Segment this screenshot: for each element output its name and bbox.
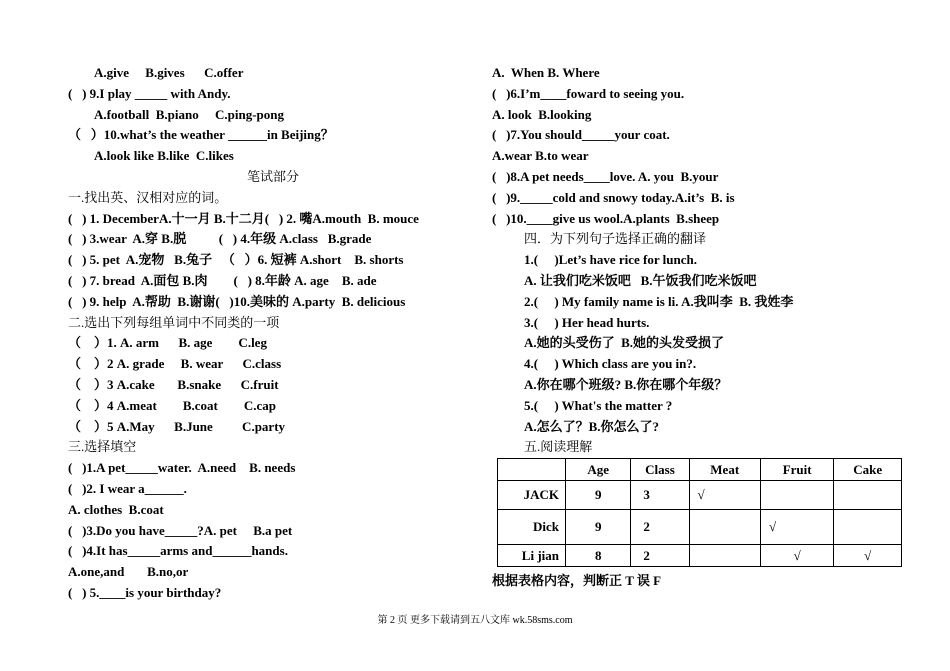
row-fruit: √ <box>760 545 833 567</box>
table-instruction: 根据表格内容，判断正 T 误 F <box>492 573 662 588</box>
text-line: 笔试部分 <box>246 168 299 184</box>
text-line: A.你在哪个班级? B.你在哪个年级？ <box>524 376 728 392</box>
text-line: 5.( ) What's the matter ? <box>524 397 673 413</box>
table-row <box>498 481 902 510</box>
text-line: A. clothes B.coat <box>68 501 164 517</box>
text-line: ( )9._____cold and snowy today.A.it’s B. is <box>492 189 735 205</box>
text-line: A. look B.looking <box>492 106 592 122</box>
text-line: ( ) 1. DecemberA.十一月 B.十二月( ) 2. 嘴A.mouth B. mouce <box>68 210 419 226</box>
text-line: 2.( ) My family name is li. A.我叫李 B. 我姓李 <box>524 293 794 309</box>
text-line: 四．为下列句子选择正确的翻译 <box>524 231 707 247</box>
row-class: 2 <box>631 545 689 567</box>
header-cell-cake: Cake <box>834 459 902 481</box>
text-line: A.她的头受伤了 B.她的头发受损了 <box>524 335 725 351</box>
row-class: 3 <box>631 481 689 510</box>
text-line: A.怎么了？B.你怎么了? <box>524 418 660 434</box>
text-line: 三.选择填空 <box>68 439 137 455</box>
row-cake <box>834 481 902 510</box>
text-line: 五.阅读理解 <box>524 439 593 455</box>
text-line: A.wear B.to wear <box>492 148 589 164</box>
row-age: 9 <box>566 481 631 510</box>
row-class: 2 <box>631 510 689 545</box>
text-line: A.football B.piano C.ping-pong <box>94 106 284 122</box>
text-line: ( )8.A pet needs____love. A. you B.your <box>492 168 719 184</box>
text-line: （ ）2 A. grade B. wear C.class <box>68 356 282 372</box>
header-cell-class: Class <box>631 459 689 481</box>
text-line: A.look like B.like C.likes <box>94 148 234 164</box>
table-row <box>498 510 902 545</box>
text-line: ( )1.A pet_____water. A.need B. needs <box>68 460 296 476</box>
text-line: ( ) 9. help A.帮助 B.谢谢( )10.美味的 A.party B. delicious <box>68 293 406 309</box>
right-column <box>492 63 907 458</box>
row-fruit <box>760 481 833 510</box>
text-line: 1.( )Let’s have rice for lunch. <box>524 252 697 268</box>
text-line: 二.选出下列每组单词中不同类的一项 <box>68 314 280 330</box>
page-footer: 第 2 页 更多下载请到五八文库 wk.58sms.com <box>377 615 573 626</box>
row-name: Li jian <box>498 545 566 567</box>
reading-comprehension-table <box>497 458 902 567</box>
row-name: JACK <box>498 481 566 510</box>
text-line: 4.( ) Which class are you in?. <box>524 356 697 372</box>
text-line: ( )3.Do you have_____?A. pet B.a pet <box>68 522 293 538</box>
text-line: ( )6.I’m____foward to seeing you. <box>492 85 685 101</box>
row-cake <box>834 510 902 545</box>
row-name: Dick <box>498 510 566 545</box>
text-line: A.give B.gives C.offer <box>94 65 244 80</box>
header-cell-blank <box>498 459 566 481</box>
text-line: 一.找出英、汉相对应的词。 <box>68 189 228 205</box>
text-line: ( ) 9.I play _____ with Andy. <box>68 85 231 101</box>
row-meat: √ <box>689 481 760 510</box>
text-line: ( ) 5. pet A.宠物 B.兔子 （ ）6. 短裤 A.short B. shorts <box>68 252 404 268</box>
text-line: ( ) 7. bread A.面包 B.肉 ( ) 8.年龄 A. age B. ade <box>68 272 377 288</box>
text-line: A. 让我们吃米饭吧 B.午饭我们吃米饭吧 <box>524 272 757 288</box>
text-line: （ ）4 A.meat B.coat C.cap <box>68 397 276 413</box>
text-line: （ ）1. A. arm B. age C.leg <box>68 335 267 351</box>
row-meat <box>689 545 760 567</box>
row-age: 8 <box>566 545 631 567</box>
text-line: ( ) 3.wear A.穿 B.脱 ( ) 4.年级 A.class B.grade <box>68 231 372 247</box>
table-header-row <box>498 459 902 481</box>
text-line: ( )10.____give us wool.A.plants B.sheep <box>492 210 720 226</box>
text-line: （ ）5 A.May B.June C.party <box>68 418 286 434</box>
row-fruit: √ <box>760 510 833 545</box>
text-line: ( )4.It has_____arms and______hands. <box>68 543 288 559</box>
text-line: ( ) 5.____is your birthday? <box>68 584 222 600</box>
header-cell-age: Age <box>566 459 631 481</box>
text-line: A.one,and B.no,or <box>68 564 189 580</box>
row-age: 9 <box>566 510 631 545</box>
text-line: ( )7.You should_____your coat. <box>492 127 670 143</box>
row-meat <box>689 510 760 545</box>
header-cell-meat: Meat <box>689 459 760 481</box>
row-cake: √ <box>834 545 902 567</box>
text-line: A. When B. Where <box>492 65 600 80</box>
text-line: （ ）3 A.cake B.snake C.fruit <box>68 376 279 392</box>
text-line: 3.( ) Her head hurts. <box>524 314 650 330</box>
text-line: （ ）10.what’s the weather ______in Beijing？ <box>68 127 334 143</box>
left-column <box>68 63 478 604</box>
table-row <box>498 545 902 567</box>
text-line: ( )2. I wear a______. <box>68 480 187 496</box>
header-cell-fruit: Fruit <box>760 459 833 481</box>
